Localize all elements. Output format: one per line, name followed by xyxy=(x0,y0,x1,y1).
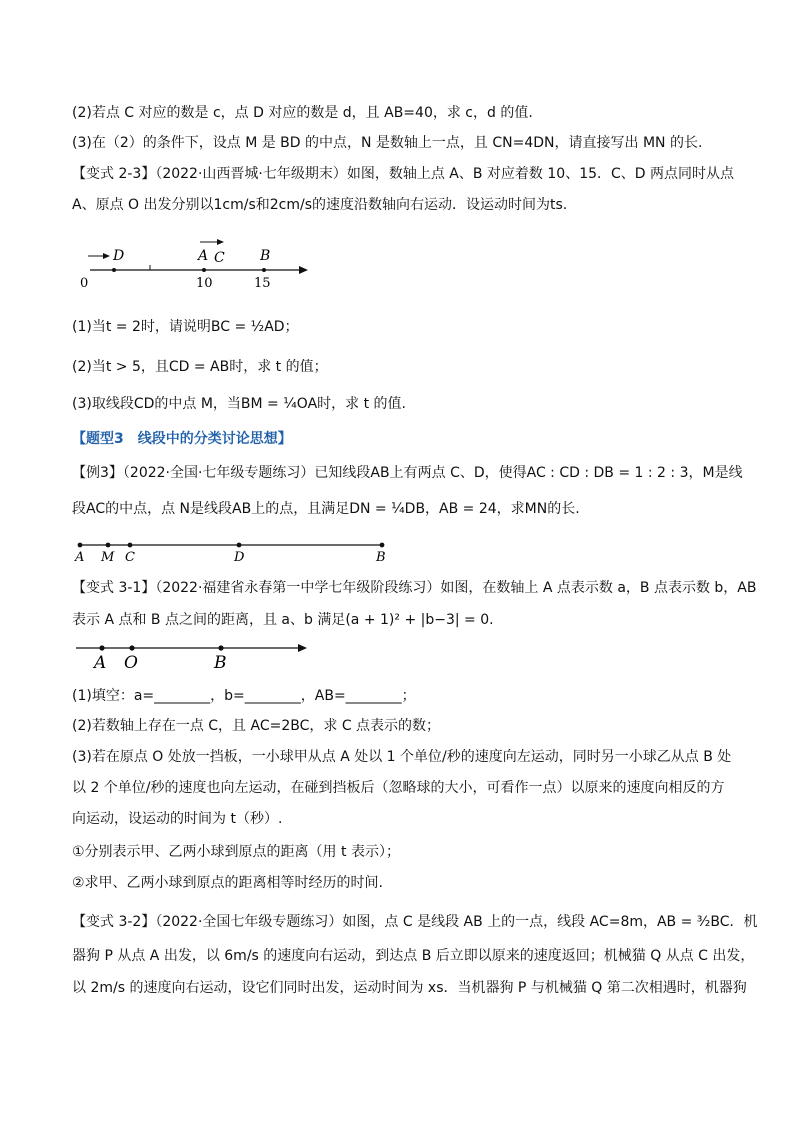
number-line-figure-1 xyxy=(80,232,320,294)
label-d: D xyxy=(113,248,125,264)
variant-2-3-q1: (1)当t = 2时，请说明BC = ½AD； xyxy=(72,319,299,335)
variant-2-3-q3: (3)取线段CD的中点 M，当BM = ¼OA时，求 t 的值. xyxy=(72,396,406,412)
motion-arrowhead-d xyxy=(103,253,110,259)
variant-3-1-sub2: ②求甲、乙两小球到原点的距离相等时经历的时间. xyxy=(72,875,383,891)
point-d xyxy=(237,543,242,548)
label-b: B xyxy=(260,248,271,264)
motion-arrowhead-c xyxy=(217,239,224,245)
point-b xyxy=(262,268,266,272)
variant-3-1-q3-cont: 以 2 个单位/秒的速度也向左运动，在碰到挡板后（忽略球的大小，可看作一点）以原来的速度向相反的方 xyxy=(72,780,725,796)
example-3-text-cont: 段AC的中点，点 N是线段AB上的点，且满足DN = ¼DB，AB = 24，求MN的长. xyxy=(72,501,580,517)
tick-label-10: 10 xyxy=(196,276,213,291)
variant-3-1-text-cont: 表示 A 点和 B 点之间的距离，且 a、b 满足(a + 1)² + |b−3| = 0. xyxy=(72,612,494,628)
variant-3-1-text: 【变式 3-1】（2022·福建省永春第一中学七年级阶段练习）如图，在数轴上 A 点表示数 a，B 点表示数 b，AB xyxy=(72,580,757,596)
variant-2-3-intro: 【变式 2-3】（2022·山西晋城·七年级期末）如图，数轴上点 A、B 对应着数 10、15．C、D 两点同时从点 xyxy=(72,166,735,182)
variant-3-1-q1: (1)填空：a=________，b=________，AB=________； xyxy=(72,688,416,704)
segment-figure-2 xyxy=(72,536,392,566)
point-a xyxy=(78,543,83,548)
variant-2-3-q2: (2)当t > 5，且CD = AB时，求 t 的值； xyxy=(72,359,328,375)
tick-label-0: 0 xyxy=(80,276,89,291)
label-o: O xyxy=(124,653,138,673)
point-d xyxy=(112,268,116,272)
variant-3-2-text: 【变式 3-2】（2022·全国七年级专题练习）如图，点 C 是线段 AB 上的一点，线段 AC=8m，AB = ³⁄₂BC．机 xyxy=(72,914,758,930)
section-heading-type-3: 【题型3 线段中的分类讨论思想】 xyxy=(72,431,292,447)
label-b: B xyxy=(214,653,227,673)
label-a: A xyxy=(94,653,107,673)
variant-3-1-q2: (2)若数轴上存在一点 C，且 AC=2BC，求 C 点表示的数； xyxy=(72,718,441,734)
tick-label-15: 15 xyxy=(254,276,271,291)
variant-3-1-q3: (3)若在原点 O 处放一挡板，一小球甲从点 A 处以 1 个单位/秒的速度向左运动，同时另一小球乙从点 B 处 xyxy=(72,749,732,765)
axis-arrow xyxy=(299,266,308,274)
variant-2-3-intro-cont: A、原点 O 出发分别以1cm/s和2cm/s的速度沿数轴向右运动．设运动时间为ts. xyxy=(72,197,568,213)
label-c: C xyxy=(214,250,225,266)
label-d: D xyxy=(234,550,245,565)
question-3-text: (3)在（2）的条件下，设点 M 是 BD 的中点，N 是数轴上一点，且 CN=4DN，请直接写出 MN 的长. xyxy=(72,135,703,151)
variant-3-2-text-cont2: 以 2m/s 的速度向右运动，设它们同时出发，运动时间为 xs．当机器狗 P 与机械猫 Q 第二次相遇时，机器狗 xyxy=(72,980,747,996)
point-a xyxy=(99,645,104,650)
question-2-text: (2)若点 C 对应的数是 c，点 D 对应的数是 d，且 AB=40，求 c，d 的值. xyxy=(72,105,533,121)
point-m xyxy=(106,543,111,548)
point-a xyxy=(202,268,206,272)
variant-3-1-sub1: ①分别表示甲、乙两小球到原点的距离（用 t 表示）； xyxy=(72,844,400,860)
axis-arrow xyxy=(298,644,307,652)
number-line-figure-3 xyxy=(72,638,312,674)
label-a: A xyxy=(198,248,209,264)
point-o xyxy=(129,645,134,650)
label-a: A xyxy=(75,550,85,565)
point-b xyxy=(380,543,385,548)
variant-3-1-q3-cont2: 向运动，设运动的时间为 t（秒）. xyxy=(72,811,283,827)
label-b: B xyxy=(376,550,386,565)
label-m: M xyxy=(101,550,115,565)
point-b xyxy=(218,645,223,650)
point-c xyxy=(128,543,133,548)
example-3-text: 【例3】（2022·全国·七年级专题练习）已知线段AB上有两点 C、D，使得AC : CD : DB = 1 : 2 : 3，M是线 xyxy=(72,465,743,481)
label-c: C xyxy=(125,550,135,565)
variant-3-2-text-cont: 器狗 P 从点 A 出发，以 6m/s 的速度向右运动，到达点 B 后立即以原来的速度返回；机械猫 Q 从点 C 出发， xyxy=(72,948,755,964)
